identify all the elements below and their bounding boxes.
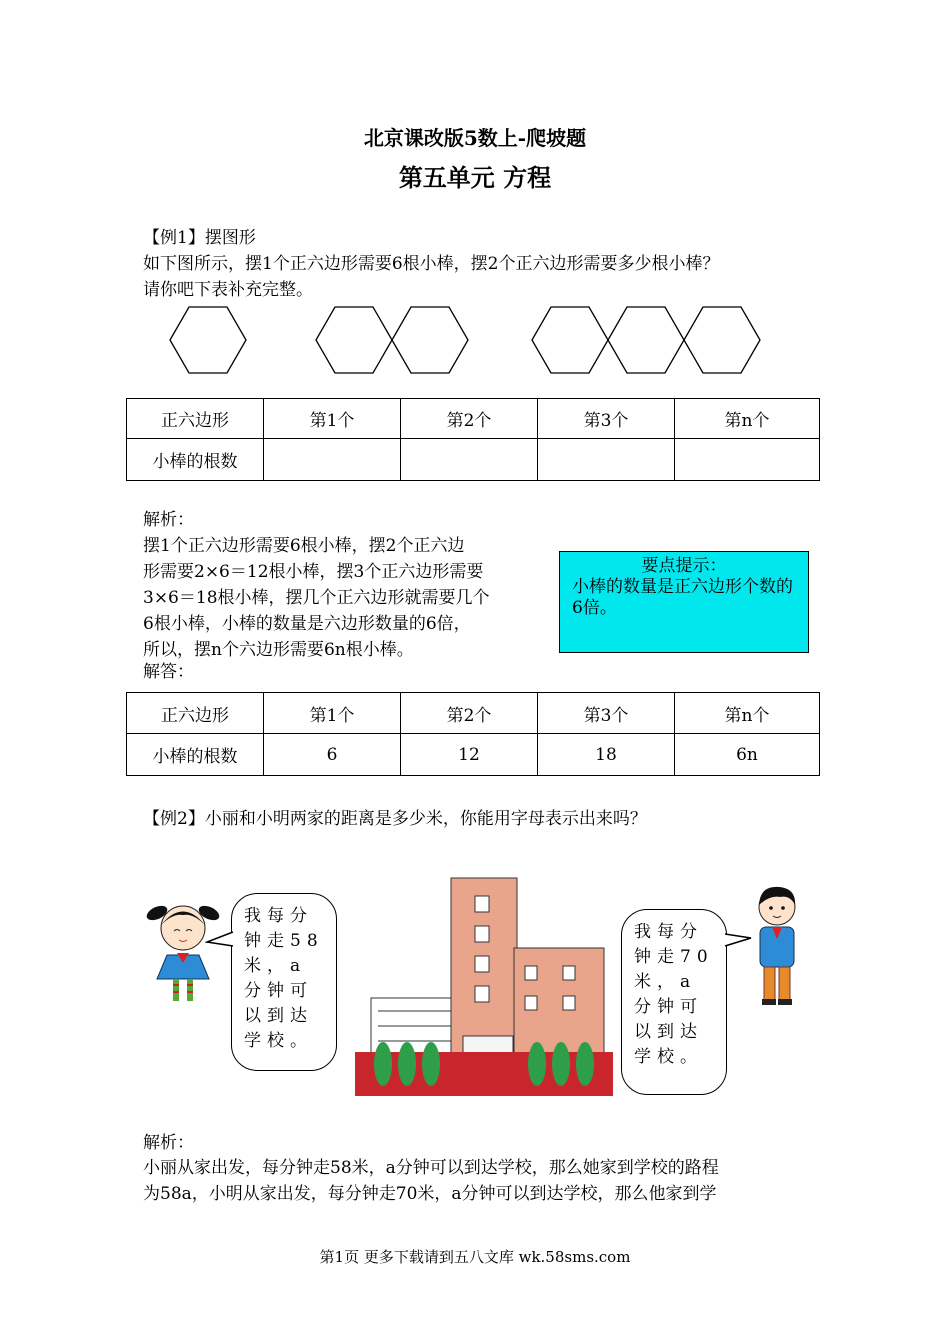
answer-table [126, 692, 820, 776]
table-header-cell: 正六边形 [127, 693, 264, 734]
table-cell [675, 439, 820, 481]
analysis-line: 形需要2×6＝12根小棒，摆3个正六边形需要 [143, 562, 484, 582]
girl-illustration [143, 893, 223, 1008]
girl-bubble-tail [205, 930, 235, 950]
table-cell [401, 439, 538, 481]
table-row [127, 439, 820, 481]
hexagon-1 [170, 307, 246, 373]
analysis-line: 摆1个正六边形需要6根小棒，摆2个正六边 [143, 536, 465, 556]
hexagon-3c [684, 307, 760, 373]
unit-title: 第五单元 方程 [398, 163, 552, 192]
table-header-cell: 第n个 [675, 399, 820, 439]
table-header-cell: 第n个 [675, 693, 820, 734]
table-header-cell: 第1个 [264, 693, 401, 734]
table-header-cell: 第1个 [264, 399, 401, 439]
example2-analysis-text [143, 1155, 823, 1207]
hexagon-2b [392, 307, 468, 373]
girl-speech-text: 我每分钟走58米，a分钟可以到达学校。 [244, 906, 324, 1051]
girl-speech-bubble [231, 893, 337, 1071]
example2-analysis-label: 解析： [143, 1133, 194, 1153]
analysis-line: 小丽从家出发，每分钟走58米，a分钟可以到达学校，那么她家到学校的路程 [143, 1158, 719, 1178]
hexagon-figures [160, 300, 790, 380]
analysis-line: 所以，摆n个六边形需要6n根小棒。 [143, 640, 414, 660]
table-row-label: 小棒的根数 [127, 734, 264, 776]
example1-heading: 【例1】摆图形 [143, 228, 256, 248]
example1-text-line2: 请你吧下表补充完整。 [143, 280, 313, 300]
key-point-title: 要点提示： [641, 556, 727, 576]
school-building-illustration [353, 866, 615, 1100]
table-header-cell: 第2个 [401, 693, 538, 734]
table-cell [538, 439, 675, 481]
example2-heading: 【例2】小丽和小明两家的距离是多少米，你能用字母表示出来吗？ [143, 809, 647, 829]
document-title: 北京课改版5数上-爬坡题 [363, 126, 587, 150]
example1-text-line1: 如下图所示，摆1个正六边形需要6根小棒，摆2个正六边形需要多少根小棒？ [143, 254, 720, 274]
hexagon-3a [532, 307, 608, 373]
table-header-cell: 第3个 [538, 399, 675, 439]
boy-bubble-tail [723, 930, 753, 950]
answer-label: 解答： [143, 662, 194, 682]
analysis-line: 为58a，小明从家出发，每分钟走70米，a分钟可以到达学校，那么他家到学 [143, 1184, 717, 1204]
table-row-label: 小棒的根数 [127, 439, 264, 481]
boy-speech-text: 我每分钟走70米，a分钟可以到达学校。 [634, 922, 714, 1067]
table-header-cell: 第3个 [538, 693, 675, 734]
page-footer: 第1页 更多下载请到五八文库 wk.58sms.com [319, 1248, 631, 1266]
table-cell: 18 [538, 734, 675, 776]
table-header-cell: 第2个 [401, 399, 538, 439]
key-point-text: 小棒的数量是正六边形个数的6倍。 [572, 577, 793, 618]
table-header-row [127, 399, 820, 439]
question-table [126, 398, 820, 481]
hexagon-2a [316, 307, 392, 373]
analysis-line: 6根小棒，小棒的数量是六边形数量的6倍， [143, 614, 471, 634]
table-header-cell: 正六边形 [127, 399, 264, 439]
table-cell: 6n [675, 734, 820, 776]
table-cell [264, 439, 401, 481]
table-header-row [127, 693, 820, 734]
table-cell: 12 [401, 734, 538, 776]
key-point-box [559, 551, 809, 653]
table-row [127, 734, 820, 776]
table-cell: 6 [264, 734, 401, 776]
boy-illustration [750, 883, 805, 1011]
analysis-line: 3×6＝18根小棒，摆几个正六边形就需要几个 [143, 588, 490, 608]
boy-speech-bubble [621, 909, 727, 1095]
hexagon-3b [608, 307, 684, 373]
analysis-label: 解析： [143, 510, 194, 530]
analysis-text [143, 533, 553, 663]
